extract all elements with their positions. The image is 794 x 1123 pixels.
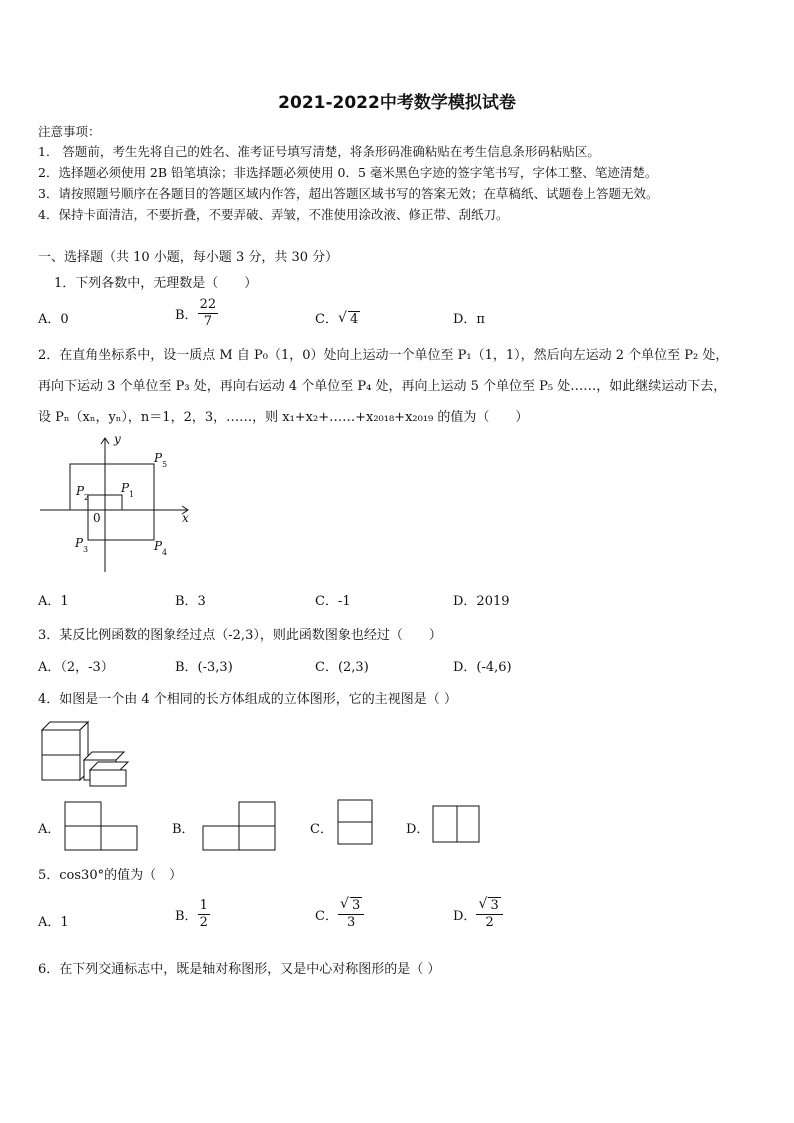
p2-sub: 2 xyxy=(84,493,90,502)
note-item: 3．请按照题号顺序在各题目的答题区域内作答，超出答题区域书写的答案无效；在草稿纸、试题卷上答题无效。 xyxy=(38,186,659,201)
q2-option-a: A．1 xyxy=(38,594,69,609)
q5-b-fraction xyxy=(198,898,210,931)
q3-stem: 3．某反比例函数的图象经过点（-2,3），则此函数图象也经过（ ） xyxy=(38,628,442,643)
note-item: 1． 答题前，考生先将自己的姓名、准考证号填写清楚，将条形码准确粘贴在考生信息条形码粘贴区。 xyxy=(38,144,600,159)
notes-heading: 注意事项： xyxy=(38,124,101,139)
q4-option-b: B． xyxy=(172,822,195,837)
q5-option-c-label: C． xyxy=(315,909,338,924)
q5-c-denominator: 3 xyxy=(338,914,364,931)
page-title: 2021-2022中考数学模拟试卷 xyxy=(278,93,516,113)
q5-d-numerator xyxy=(476,898,502,914)
p5-label: P xyxy=(154,451,163,465)
q5-option-d xyxy=(453,898,503,931)
q1-option-c-label: C． xyxy=(315,312,338,327)
p3-sub: 3 xyxy=(83,545,89,554)
q5-option-a: A．1 xyxy=(38,915,69,930)
q4-option-b-figure xyxy=(203,802,275,850)
q1-stem: 1．下列各数中，无理数是（ ） xyxy=(54,276,258,291)
q2-option-c: C．-1 xyxy=(315,594,351,609)
q1-c-radicand: 4 xyxy=(349,312,359,327)
q5-stem: 5．cos30°的值为（ ） xyxy=(38,868,183,883)
q5-d-denominator: 2 xyxy=(476,914,502,931)
q5-d-radicand: 3 xyxy=(490,898,499,913)
q4-stem: 4．如图是一个由 4 个相同的长方体组成的立体图形，它的主视图是（ ） xyxy=(38,692,457,707)
section-heading: 一、选择题（共 10 小题，每小题 3 分，共 30 分） xyxy=(38,250,339,265)
q3-option-a: A．（2，-3） xyxy=(38,660,114,675)
y-label: y xyxy=(114,432,121,446)
q4-option-c: C． xyxy=(310,822,333,837)
q4-option-a-figure xyxy=(65,802,137,850)
q2-line-3: 设 Pₙ（xₙ，yₙ），n＝1，2，3，……，则 x₁+x₂+……+x₂₀₁₈+x₂₀₁₉ 的值为（ ） xyxy=(38,410,529,425)
q5-b-denominator: 2 xyxy=(199,915,208,930)
q1-option-d: D．π xyxy=(453,312,485,327)
q4-solid-figure xyxy=(42,722,128,786)
q5-option-d-label: D． xyxy=(453,909,477,924)
q5-c-fraction xyxy=(338,898,364,931)
q3-option-b: B．(-3,3) xyxy=(175,660,233,675)
q5-d-sqrt xyxy=(478,898,500,914)
q1-b-numerator: 22 xyxy=(199,297,217,312)
p4-label: P xyxy=(154,539,163,553)
q1-option-b-label: B． xyxy=(175,308,198,323)
q5-option-c xyxy=(315,898,364,931)
q5-c-numerator xyxy=(338,898,364,914)
q5-d-fraction xyxy=(476,898,502,931)
q1-b-denominator: 7 xyxy=(198,313,219,330)
p1-label: P xyxy=(121,481,130,495)
q1-option-a: A．0 xyxy=(38,312,69,327)
q2-line-2: 再向下运动 3 个单位至 P₃ 处，再向右运动 4 个单位至 P₄ 处，再向上运动 5 个单位至 P₅ 处……，如此继续运动下去， xyxy=(38,379,727,394)
note-item: 2．选择题必须使用 2B 铅笔填涂；非选择题必须使用 0．5 毫米黑色字迹的签字笔书写，字体工整、笔迹清楚。 xyxy=(38,165,658,180)
p1-sub: 1 xyxy=(129,490,135,499)
q3-option-d: D．(-4,6) xyxy=(453,660,512,675)
q2-line-1: 2．在直角坐标系中，设一质点 M 自 P₀（1，0）处向上运动一个单位至 P₁（1，1），然后向左运动 2 个单位至 P₂ 处， xyxy=(38,348,729,363)
q5-c-radicand: 3 xyxy=(351,898,361,913)
q6-stem: 6．在下列交通标志中，既是轴对称图形，又是中心对称图形的是（ ） xyxy=(38,962,441,977)
origin-label: 0 xyxy=(93,511,101,525)
q2-option-b: B．3 xyxy=(175,594,206,609)
q4-option-d: D． xyxy=(406,822,430,837)
p3-label: P xyxy=(75,536,84,550)
q5-b-numerator: 1 xyxy=(199,898,208,913)
q5-option-b-label: B． xyxy=(175,909,198,924)
q2-option-d: D．2019 xyxy=(453,594,510,609)
q4-option-a: A． xyxy=(38,822,61,837)
q5-option-b xyxy=(175,898,210,931)
p2-label: P xyxy=(76,484,85,498)
q4-option-d-figure xyxy=(433,806,479,842)
q5-c-sqrt xyxy=(340,898,362,914)
note-item: 4．保持卡面清洁，不要折叠，不要弄破、弄皱，不准使用涂改液、修正带、刮纸刀。 xyxy=(38,207,509,222)
q3-option-c: C．(2,3) xyxy=(315,660,369,675)
p5-sub: 5 xyxy=(162,460,168,469)
q4-option-c-figure xyxy=(338,800,372,844)
p4-sub: 4 xyxy=(162,548,168,557)
x-label: x xyxy=(182,511,189,525)
